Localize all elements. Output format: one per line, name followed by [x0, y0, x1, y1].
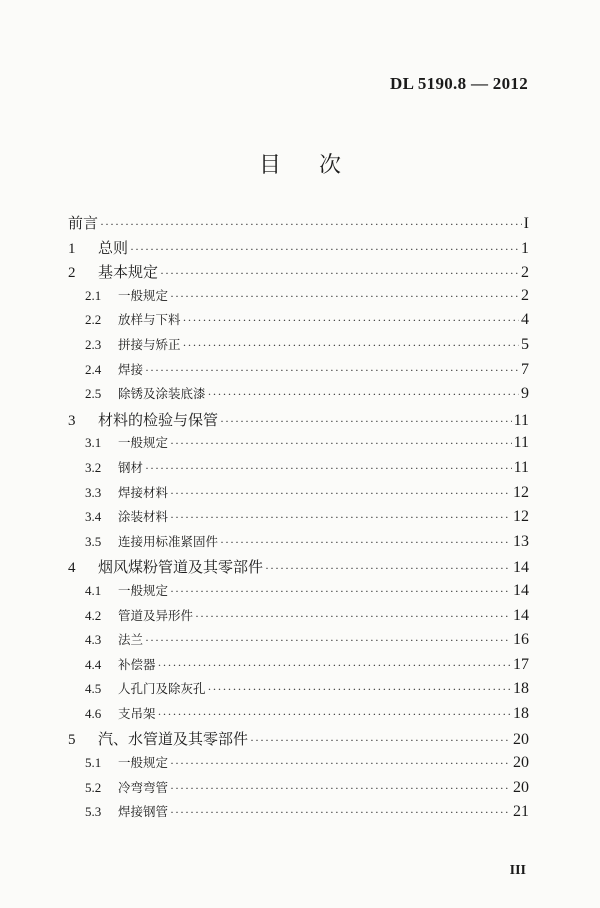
- toc-entry[interactable]: [68, 384, 529, 409]
- dot-leader: [195, 609, 511, 624]
- toc-entry[interactable]: [68, 237, 529, 262]
- toc-entry-page: 14: [513, 606, 529, 624]
- toc-entry[interactable]: [68, 335, 529, 360]
- toc-entry-number: 1: [68, 240, 76, 257]
- dot-leader: [170, 756, 511, 771]
- toc-entry-title: 一般规定: [118, 435, 169, 451]
- toc-entry-title: 放样与下料: [118, 312, 181, 328]
- toc-entry[interactable]: [68, 483, 529, 508]
- toc-entry-title: 涂装材料: [118, 509, 169, 525]
- dot-leader: [170, 584, 511, 599]
- dot-leader: [220, 535, 511, 550]
- toc-entry-number: 3: [68, 412, 76, 429]
- toc-entry-title: 一般规定: [118, 755, 169, 771]
- dot-leader: [183, 338, 519, 353]
- toc-entry[interactable]: [68, 433, 529, 458]
- toc-entry-number: 3.4: [85, 509, 102, 525]
- toc-entry-title: 除锈及涂装底漆: [118, 386, 206, 402]
- table-of-contents: [68, 212, 529, 827]
- toc-entry-title: 前言: [68, 214, 99, 232]
- dot-leader: [145, 461, 512, 476]
- toc-entry-title: 冷弯弯管: [118, 779, 169, 795]
- toc-entry-number: 3.1: [85, 435, 102, 451]
- toc-entry[interactable]: [68, 704, 529, 729]
- toc-entry[interactable]: [68, 679, 529, 704]
- toc-entry-page: 11: [513, 434, 529, 452]
- toc-entry-title: 人孔门及除灰孔: [118, 681, 206, 697]
- toc-entry[interactable]: [68, 286, 529, 311]
- toc-entry-title: 法兰: [118, 632, 144, 648]
- toc-entry-number: 2.2: [85, 312, 102, 328]
- toc-entry[interactable]: [68, 556, 529, 581]
- dot-leader: [265, 561, 511, 576]
- toc-entry-page: 13: [513, 532, 529, 550]
- toc-entry-page: 16: [513, 631, 529, 649]
- toc-entry-page: 17: [513, 655, 529, 673]
- toc-entry-number: 3.2: [85, 459, 102, 475]
- dot-leader: [170, 805, 511, 820]
- toc-entry-title: 烟风煤粉管道及其零部件: [98, 558, 264, 577]
- toc-entry-page: 21: [513, 803, 529, 821]
- dot-leader: [250, 733, 511, 748]
- toc-entry-number: 2.4: [85, 361, 102, 377]
- toc-entry[interactable]: [68, 261, 529, 286]
- toc-entry-page: 18: [513, 680, 529, 698]
- toc-entry-number: 4: [68, 560, 76, 577]
- toc-entry-number: 4.3: [85, 632, 102, 648]
- toc-entry-number: 4.2: [85, 607, 102, 623]
- toc-entry[interactable]: [68, 507, 529, 532]
- dot-leader: [145, 633, 511, 648]
- toc-entry-page: 20: [513, 754, 529, 772]
- toc-entry-title: 焊接: [118, 361, 144, 377]
- toc-entry-title: 连接用标准紧固件: [118, 533, 219, 549]
- dot-leader: [170, 289, 519, 304]
- toc-entry-page: 14: [513, 559, 529, 577]
- page-number: III: [509, 863, 526, 878]
- toc-entry-title: 基本规定: [98, 263, 159, 282]
- toc-entry-page: I: [523, 215, 529, 232]
- toc-entry-page: 18: [513, 704, 529, 722]
- toc-entry-title: 一般规定: [118, 287, 169, 303]
- toc-entry-page: 2: [521, 264, 529, 282]
- toc-entry-title: 焊接钢管: [118, 804, 169, 820]
- toc-entry-title: 补偿器: [118, 656, 156, 672]
- toc-entry-number: 2.3: [85, 336, 102, 352]
- standard-number: DL 5190.8 — 2012: [390, 74, 528, 93]
- toc-entry[interactable]: [68, 458, 529, 483]
- dot-leader: [158, 658, 511, 673]
- toc-entry-page: 5: [521, 335, 529, 353]
- toc-entry-page: 20: [513, 778, 529, 796]
- toc-entry-page: 14: [513, 581, 529, 599]
- toc-entry[interactable]: [68, 753, 529, 778]
- toc-entry-title: 材料的检验与保管: [98, 410, 219, 429]
- dot-leader: [170, 436, 512, 451]
- toc-entry-number: 2: [68, 265, 76, 282]
- toc-entry[interactable]: [68, 606, 529, 631]
- toc-entry[interactable]: [68, 532, 529, 557]
- toc-entry-page: 11: [513, 411, 529, 429]
- toc-entry[interactable]: [68, 802, 529, 827]
- toc-entry[interactable]: [68, 778, 529, 803]
- dot-leader: [100, 217, 522, 232]
- dot-leader: [220, 414, 512, 429]
- toc-entry-page: 7: [521, 360, 529, 378]
- dot-leader: [208, 387, 519, 402]
- toc-entry-page: 11: [513, 458, 529, 476]
- toc-entry-number: 2.5: [85, 386, 102, 402]
- toc-entry-title: 焊接材料: [118, 484, 169, 500]
- toc-entry-number: 5.1: [85, 755, 102, 771]
- toc-entry-title: 管道及异形件: [118, 607, 194, 623]
- toc-entry[interactable]: [68, 630, 529, 655]
- toc-entry-number: 3.5: [85, 533, 102, 549]
- toc-entry-number: 3.3: [85, 484, 102, 500]
- toc-entry[interactable]: [68, 212, 529, 237]
- toc-entry-number: 4.1: [85, 582, 102, 598]
- toc-entry[interactable]: [68, 581, 529, 606]
- toc-entry-page: 9: [521, 385, 529, 403]
- toc-entry[interactable]: [68, 728, 529, 753]
- toc-entry-number: 5.3: [85, 804, 102, 820]
- toc-entry-number: 2.1: [85, 287, 102, 303]
- toc-entry-number: 4.4: [85, 656, 102, 672]
- toc-entry-number: 5.2: [85, 779, 102, 795]
- toc-entry-page: 12: [513, 508, 529, 526]
- toc-entry-page: 12: [513, 483, 529, 501]
- dot-leader: [208, 682, 511, 697]
- toc-entry-title: 总则: [98, 238, 129, 257]
- toc-entry[interactable]: [68, 360, 529, 385]
- toc-entry-number: 5: [68, 732, 76, 749]
- toc-entry-page: 2: [521, 286, 529, 304]
- dot-leader: [170, 510, 511, 525]
- toc-entry-title: 拼接与矫正: [118, 336, 181, 352]
- dot-leader: [130, 242, 519, 257]
- toc-entry[interactable]: [68, 310, 529, 335]
- toc-entry-page: 20: [513, 731, 529, 749]
- dot-leader: [145, 363, 519, 378]
- dot-leader: [183, 313, 519, 328]
- dot-leader: [160, 266, 519, 281]
- dot-leader: [158, 707, 511, 722]
- toc-entry-title: 支吊架: [118, 705, 156, 721]
- toc-entry[interactable]: [68, 655, 529, 680]
- toc-entry[interactable]: [68, 409, 529, 434]
- dot-leader: [170, 781, 511, 796]
- toc-entry-number: 4.5: [85, 681, 102, 697]
- dot-leader: [170, 486, 511, 501]
- toc-entry-page: 4: [521, 311, 529, 329]
- toc-entry-title: 一般规定: [118, 582, 169, 598]
- page-title: 目次: [258, 153, 379, 178]
- toc-entry-title: 汽、水管道及其零部件: [98, 730, 249, 749]
- toc-entry-number: 4.6: [85, 705, 102, 721]
- toc-entry-title: 钢材: [118, 459, 144, 475]
- toc-entry-page: 1: [521, 239, 529, 257]
